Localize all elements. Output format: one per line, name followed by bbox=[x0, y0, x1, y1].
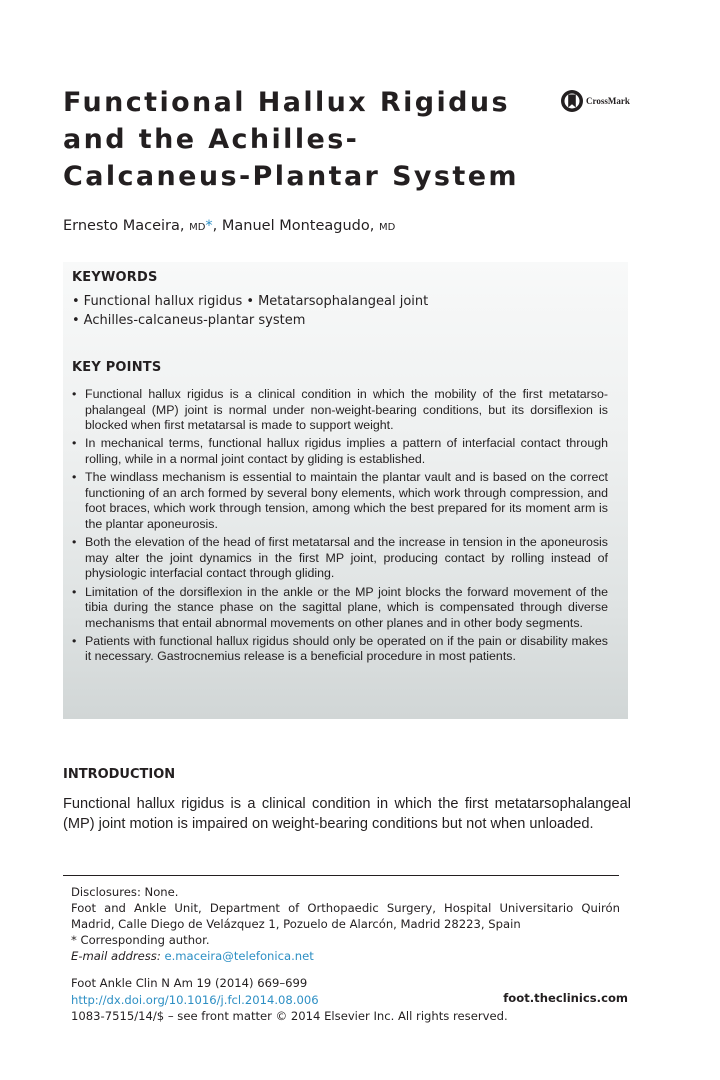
keyword-bullet: • bbox=[246, 294, 255, 309]
crossmark-badge[interactable] bbox=[560, 88, 630, 114]
footnote-divider bbox=[63, 875, 619, 876]
introduction-paragraph: Functional hallux rigidus is a clinical condition in which the first metatarsophalangeal (MP) joint motion is impaired on weight-bearing conditions but not when unloaded. bbox=[63, 796, 631, 832]
key-point-bullet: • bbox=[72, 436, 77, 451]
corresponding-marker[interactable]: * bbox=[205, 218, 213, 234]
keyword-bullet: • bbox=[72, 294, 80, 309]
author-name: Manuel Monteagudo, bbox=[221, 218, 375, 234]
email-label: E-mail address: bbox=[71, 949, 161, 963]
keyword: Achilles-calcaneus-plantar system bbox=[83, 313, 306, 328]
journal-website[interactable]: foot.theclinics.com bbox=[503, 991, 628, 1005]
keyword: Metatarsophalangeal joint bbox=[258, 294, 429, 309]
key-point bbox=[72, 436, 608, 467]
key-point-text: Functional hallux rigidus is a clinical condition in which the mobility of the first metatarso-phalangeal (MP) joint is normal under non-weight-bearing conditions, but its dorsiflexion is blocked when first metatarsal is made to support weight. bbox=[85, 387, 608, 433]
key-point bbox=[72, 470, 608, 532]
email-note bbox=[71, 948, 620, 964]
title-line-1: Functional Hallux Rigidus bbox=[63, 87, 510, 118]
key-point-text: The windlass mechanism is essential to maintain the plantar vault and is based on the correct functioning of an arch formed by several bony elements, which work through compression, and foot braces, which work through tension, among which the best prepared for its moment arm is the plantar aponeurosis. bbox=[85, 470, 608, 531]
journal-citation: Foot Ankle Clin N Am 19 (2014) 669–699 bbox=[71, 976, 308, 990]
disclosures-note: Disclosures: None. bbox=[71, 885, 179, 899]
author-name: Ernesto Maceira, bbox=[63, 218, 185, 234]
author-degree: MD bbox=[189, 222, 206, 233]
article-title bbox=[63, 84, 523, 195]
author-line bbox=[63, 218, 395, 234]
keyword: Functional hallux rigidus bbox=[83, 294, 243, 309]
crossmark-label: CrossMark bbox=[586, 96, 630, 106]
key-point-bullet: • bbox=[72, 470, 77, 485]
key-point-text: Patients with functional hallux rigidus should only be operated on if the pain or disability makes it necessary. Gastrocnemius release is a beneficial procedure in most patients. bbox=[85, 633, 608, 664]
key-point-bullet: • bbox=[72, 584, 77, 599]
key-point-bullet: • bbox=[72, 387, 77, 401]
key-point-bullet: • bbox=[72, 535, 77, 550]
key-point bbox=[72, 387, 608, 434]
key-point bbox=[72, 585, 608, 632]
keywords-line bbox=[72, 294, 428, 309]
key-point-text: In mechanical terms, functional hallux rigidus implies a pattern of interfacial contact through rolling, while in a normal joint contact by gliding is established. bbox=[85, 436, 608, 466]
keywords-heading: KEYWORDS bbox=[72, 270, 158, 285]
key-points-list bbox=[72, 387, 608, 668]
title-line-3: Calcaneus-Plantar System bbox=[63, 161, 519, 192]
key-point-text: Limitation of the dorsiflexion in the ankle or the MP joint blocks the forward movement of the tibia during the stance phase on the sagittal plane, which is compensated through diverse mechanisms that entail abnormal movements on other planes and in other body segments. bbox=[85, 584, 608, 630]
corresponding-note: * Corresponding author. bbox=[71, 933, 210, 947]
author-degree: MD bbox=[378, 222, 396, 233]
introduction-heading: INTRODUCTION bbox=[63, 767, 176, 782]
keywords-line bbox=[72, 313, 305, 328]
key-point bbox=[72, 535, 608, 582]
doi-link[interactable]: http://dx.doi.org/10.1016/j.fcl.2014.08.006 bbox=[71, 992, 319, 1007]
key-point-text: Both the elevation of the head of first metatarsal and the increase in tension in the aponeurosis may alter the joint dynamics in the first MP joint, producing contact by rolling instead of physiologic interfacial contact through gliding. bbox=[85, 535, 608, 581]
key-points-heading: KEY POINTS bbox=[72, 360, 162, 375]
keyword-bullet: • bbox=[72, 313, 80, 328]
key-point bbox=[72, 634, 608, 665]
key-point-bullet: • bbox=[72, 633, 77, 648]
copyright-line: 1083-7515/14/$ – see front matter © 2014 Elsevier Inc. All rights reserved. bbox=[71, 1009, 508, 1023]
crossmark-icon bbox=[560, 89, 584, 113]
author-separator: , bbox=[212, 218, 218, 234]
title-line-2: and the Achilles- bbox=[63, 124, 360, 155]
email-link[interactable]: e.maceira@telefonica.net bbox=[164, 949, 314, 963]
affiliation-note: Foot and Ankle Unit, Department of Orthopaedic Surgery, Hospital Universitario Quirón Madrid, Calle Diego de Velázquez 1, Pozuelo de Alarcón, Madrid 28223, Spain bbox=[71, 901, 620, 931]
